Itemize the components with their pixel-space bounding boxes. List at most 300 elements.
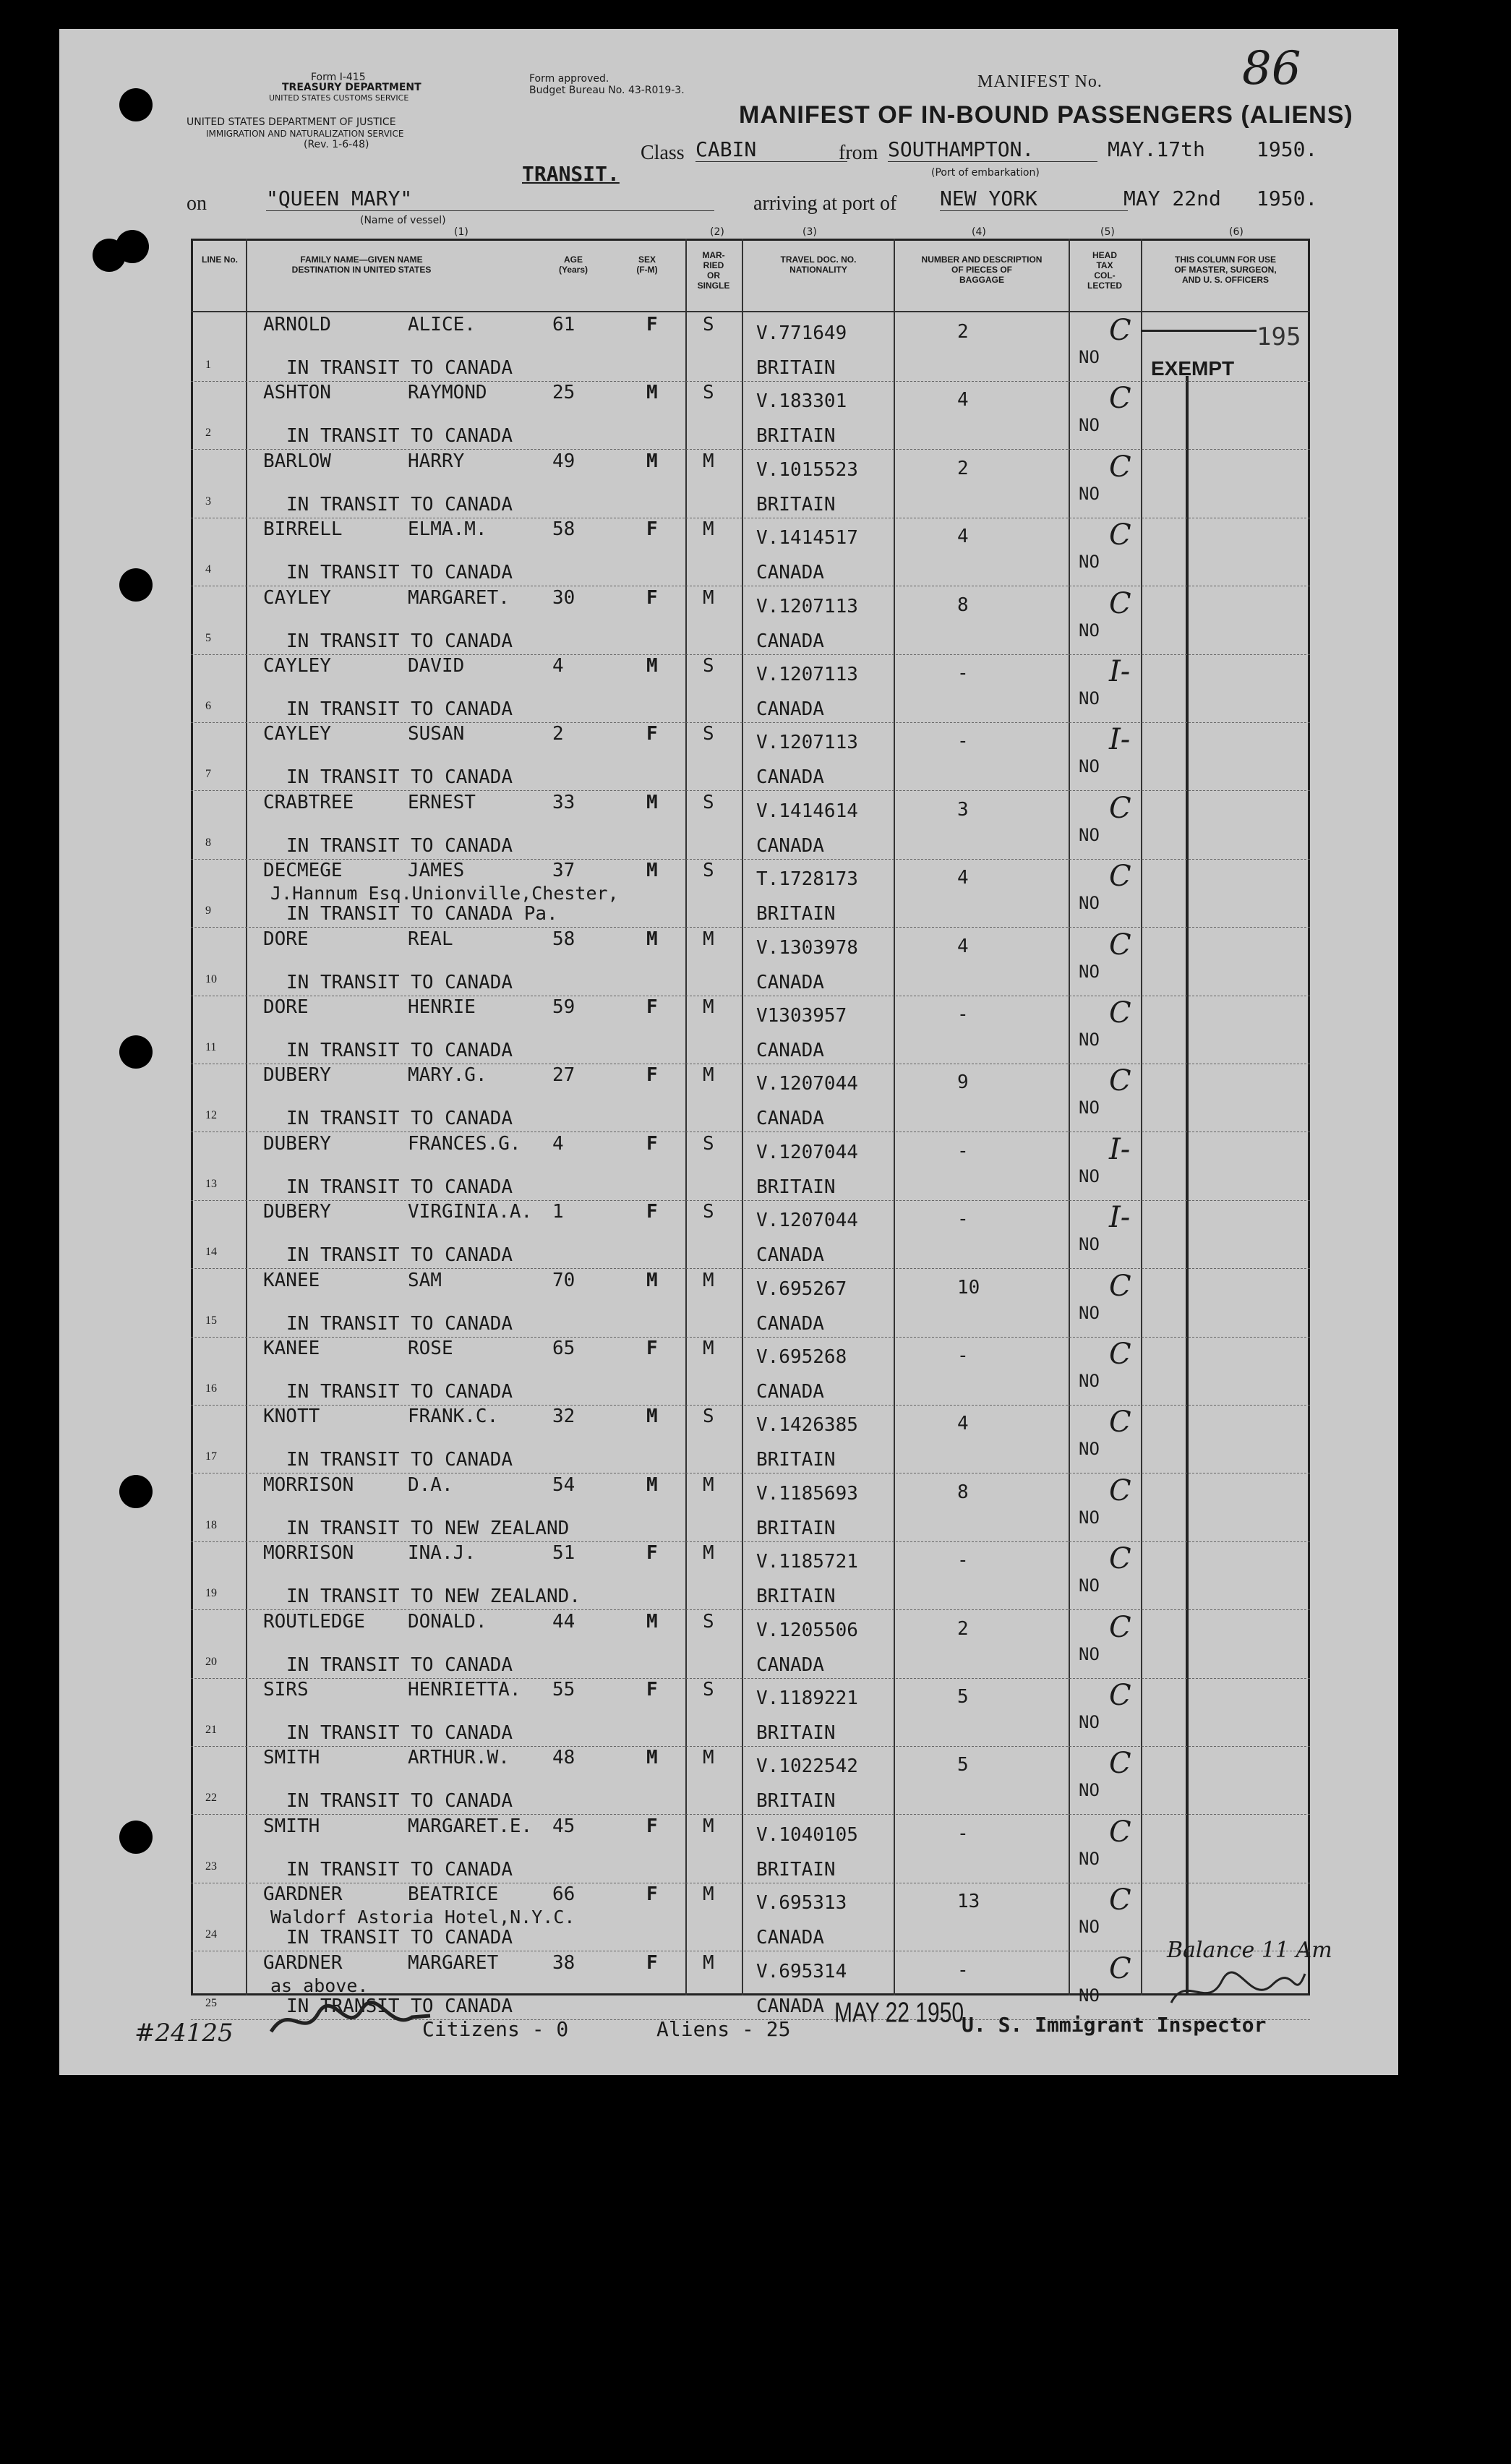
row-baggage: 9 <box>957 1071 969 1094</box>
row-travel-doc: V.1207044 <box>756 1210 858 1232</box>
row-age: 58 <box>552 518 575 541</box>
row-nationality: BRITAIN <box>756 1586 836 1608</box>
row-head-tax-mark: C <box>1109 1064 1131 1098</box>
row-destination: IN TRANSIT TO CANADA <box>286 1449 513 1471</box>
row-travel-doc: V.1426385 <box>756 1414 858 1437</box>
handwritten-number: #24125 <box>134 2019 234 2048</box>
row-line-number: 21 <box>205 1724 217 1736</box>
row-nationality: BRITAIN <box>756 1790 836 1813</box>
row-marital-status: S <box>703 1679 714 1701</box>
punch-hole <box>119 568 153 602</box>
row-age: 33 <box>552 791 575 813</box>
row-line-number: 11 <box>205 1041 217 1053</box>
row-destination: IN TRANSIT TO CANADA <box>286 1244 513 1267</box>
row-marital-status: M <box>703 1473 714 1496</box>
col-header-sex: SEX (F-M) <box>636 254 658 275</box>
row-line-number: 20 <box>205 1655 217 1668</box>
dept-justice: UNITED STATES DEPARTMENT OF JUSTICE <box>187 116 396 128</box>
row-marital-status: M <box>703 1815 714 1837</box>
row-head-tax-mark: C <box>1109 1747 1131 1781</box>
row-head-tax-no: NO <box>1079 961 1100 982</box>
row-sex: M <box>646 791 658 813</box>
row-sex: F <box>646 1883 658 1906</box>
row-given-name: HENRIETTA. <box>408 1679 521 1701</box>
table-row <box>191 518 1310 586</box>
row-age: 4 <box>552 1132 564 1155</box>
row-head-tax-no: NO <box>1079 1439 1100 1460</box>
row-age: 30 <box>552 586 575 609</box>
row-given-name: RAYMOND <box>408 382 487 404</box>
row-destination-address: J.Hannum Esq.Unionville,Chester, <box>270 883 619 904</box>
row-surname: DECMEGE <box>263 860 343 882</box>
row-baggage: - <box>957 1139 969 1162</box>
row-given-name: DONALD. <box>408 1610 487 1633</box>
row-line-number: 12 <box>205 1109 217 1122</box>
row-nationality: BRITAIN <box>756 1176 836 1198</box>
row-sex: F <box>646 1542 658 1565</box>
row-age: 25 <box>552 382 575 404</box>
row-head-tax-no: NO <box>1079 1030 1100 1050</box>
row-head-tax-mark: I- <box>1109 1201 1131 1235</box>
row-destination: IN TRANSIT TO NEW ZEALAND. <box>286 1586 581 1608</box>
row-head-tax-mark: C <box>1109 1815 1131 1849</box>
row-given-name: BEATRICE <box>408 1883 499 1906</box>
row-given-name: MARGARET. <box>408 586 510 609</box>
row-head-tax-no: NO <box>1079 1302 1100 1323</box>
row-nationality: CANADA <box>756 1995 824 2017</box>
row-given-name: MARGARET.E. <box>408 1815 533 1837</box>
row-destination: IN TRANSIT TO CANADA <box>286 1790 513 1813</box>
row-surname: CAYLEY <box>263 586 331 609</box>
row-sex: M <box>646 1610 658 1633</box>
row-marital-status: M <box>703 928 714 950</box>
row-sex: M <box>646 655 658 677</box>
class-label: Class <box>641 142 685 164</box>
row-surname: GARDNER <box>263 1883 343 1906</box>
row-head-tax-no: NO <box>1079 688 1100 709</box>
row-nationality: CANADA <box>756 1244 824 1267</box>
from-label: from <box>839 142 878 164</box>
row-head-tax-no: NO <box>1079 1575 1100 1596</box>
dept-treasury: TREASURY DEPARTMENT <box>282 82 421 93</box>
row-marital-status: S <box>703 1132 714 1155</box>
table-row <box>191 1747 1310 1815</box>
col-header-officers: THIS COLUMN FOR USE OF MASTER, SURGEON, AND U. S. OFFICERS <box>1174 254 1277 285</box>
row-marital-status: S <box>703 1201 714 1223</box>
row-line-number: 22 <box>205 1792 217 1805</box>
row-given-name: MARY.G. <box>408 1064 487 1087</box>
row-head-tax-mark: C <box>1109 1542 1131 1576</box>
row-destination: IN TRANSIT TO CANADA <box>286 493 513 516</box>
row-destination: IN TRANSIT TO CANADA <box>286 1040 513 1061</box>
row-line-number: 8 <box>205 836 211 849</box>
row-travel-doc: V.1414517 <box>756 527 858 549</box>
form-approved: Form approved. <box>529 73 609 85</box>
punch-hole <box>119 1475 153 1508</box>
citizens-count: Citizens - 0 <box>422 2017 569 2041</box>
row-baggage: 5 <box>957 1754 969 1776</box>
embark-date: MAY.17th <box>1108 137 1205 161</box>
punch-hole <box>116 230 149 263</box>
row-destination: IN TRANSIT TO CANADA <box>286 698 513 720</box>
row-line-number: 13 <box>205 1177 217 1190</box>
row-destination: IN TRANSIT TO CANADA <box>286 1381 513 1403</box>
table-row <box>191 1270 1310 1338</box>
row-head-tax-no: NO <box>1079 824 1100 845</box>
row-nationality: CANADA <box>756 1312 824 1335</box>
row-destination: IN TRANSIT TO CANADA <box>286 562 513 584</box>
table-row <box>191 1064 1310 1132</box>
row-baggage: 13 <box>957 1891 980 1913</box>
row-baggage: 5 <box>957 1686 969 1708</box>
row-given-name: VIRGINIA.A. <box>408 1201 533 1223</box>
row-surname: SIRS <box>263 1679 309 1701</box>
row-age: 51 <box>552 1542 575 1565</box>
row-surname: KNOTT <box>263 1406 320 1428</box>
row-head-tax-no: NO <box>1079 1371 1100 1391</box>
officer-count: 195 <box>1257 322 1301 351</box>
row-nationality: CANADA <box>756 766 824 789</box>
row-marital-status: M <box>703 1951 714 1974</box>
row-surname: GARDNER <box>263 1951 343 1974</box>
row-head-tax-mark: C <box>1109 996 1131 1030</box>
row-nationality: BRITAIN <box>756 1722 836 1744</box>
row-sex: F <box>646 1951 658 1974</box>
row-marital-status: S <box>703 791 714 813</box>
row-travel-doc: V.1015523 <box>756 458 858 481</box>
row-travel-doc: V.695313 <box>756 1892 847 1915</box>
row-head-tax-mark: C <box>1109 1473 1131 1507</box>
row-baggage: - <box>957 1004 969 1025</box>
row-given-name: REAL <box>408 928 453 950</box>
table-row <box>191 1201 1310 1269</box>
table-row <box>191 1679 1310 1747</box>
row-surname: CAYLEY <box>263 723 331 745</box>
row-given-name: HENRIE <box>408 996 476 1018</box>
row-marital-status: S <box>703 860 714 882</box>
embark-year: 1950. <box>1257 137 1318 161</box>
row-nationality: CANADA <box>756 1040 824 1061</box>
arrival-date: MAY 22nd <box>1123 187 1221 210</box>
row-head-tax-no: NO <box>1079 347 1100 367</box>
row-given-name: ALICE. <box>408 314 476 335</box>
aliens-count: Aliens - 25 <box>656 2017 791 2041</box>
arrival-year: 1950. <box>1257 187 1318 210</box>
row-baggage: - <box>957 1345 969 1366</box>
row-sex: F <box>646 1064 658 1087</box>
col-header-baggage: NUMBER AND DESCRIPTION OF PIECES OF BAGGAGE <box>921 254 1043 285</box>
transit-label: TRANSIT. <box>522 162 620 186</box>
embark-note: (Port of embarkation) <box>931 167 1040 179</box>
exempt-stamp: EXEMPT <box>1151 357 1235 380</box>
row-given-name: JAMES <box>408 860 465 882</box>
row-line-number: 3 <box>205 495 211 508</box>
row-surname: SMITH <box>263 1815 320 1837</box>
inspector-label: U. S. Immigrant Inspector <box>962 2013 1267 2037</box>
row-nationality: BRITAIN <box>756 357 836 379</box>
row-head-tax-mark: I- <box>1109 723 1131 757</box>
row-surname: DUBERY <box>263 1064 331 1087</box>
row-age: 55 <box>552 1679 575 1701</box>
row-travel-doc: V.695268 <box>756 1346 847 1368</box>
row-marital-status: S <box>703 1610 714 1633</box>
col-header-travel: TRAVEL DOC. NO. NATIONALITY <box>780 254 857 275</box>
row-surname: ROUTLEDGE <box>263 1610 365 1633</box>
row-line-number: 4 <box>205 563 211 576</box>
row-head-tax-no: NO <box>1079 1780 1100 1801</box>
manifest-label: MANIFEST No. <box>977 72 1103 91</box>
row-age: 70 <box>552 1269 575 1291</box>
inspector-initials <box>1164 1967 1309 2017</box>
row-marital-status: M <box>703 518 714 541</box>
row-destination: IN TRANSIT TO CANADA <box>286 1995 513 2017</box>
row-age: 4 <box>552 655 564 677</box>
row-nationality: BRITAIN <box>756 493 836 516</box>
punch-hole <box>119 1035 153 1069</box>
table-row <box>191 1542 1310 1610</box>
row-nationality: CANADA <box>756 1654 824 1676</box>
table-row <box>191 655 1310 723</box>
row-destination: IN TRANSIT TO CANADA <box>286 1176 513 1198</box>
row-destination: IN TRANSIT TO CANADA <box>286 971 513 993</box>
row-line-number: 23 <box>205 1860 217 1873</box>
row-surname: DORE <box>263 996 309 1018</box>
row-travel-doc: V.1040105 <box>756 1823 858 1846</box>
table-row <box>191 1338 1310 1406</box>
col-num-6: (6) <box>1229 226 1244 238</box>
row-surname: KANEE <box>263 1269 320 1291</box>
row-baggage: - <box>957 662 969 684</box>
row-baggage: - <box>957 1959 969 1981</box>
row-line-number: 25 <box>205 1996 217 2009</box>
row-sex: M <box>646 1747 658 1769</box>
arrival-port: NEW YORK <box>940 187 1128 211</box>
row-surname: DUBERY <box>263 1201 331 1223</box>
row-sex: M <box>646 382 658 404</box>
row-marital-status: M <box>703 1542 714 1565</box>
row-travel-doc: V.695314 <box>756 1960 847 1982</box>
row-travel-doc: V.1207044 <box>756 1141 858 1163</box>
dept-ins: IMMIGRATION AND NATURALIZATION SERVICE <box>206 129 404 139</box>
table-row <box>191 792 1310 860</box>
row-marital-status: S <box>703 655 714 677</box>
row-surname: SMITH <box>263 1747 320 1769</box>
from-value: SOUTHAMPTON. <box>888 137 1097 162</box>
row-age: 66 <box>552 1883 575 1906</box>
row-head-tax-no: NO <box>1079 1098 1100 1118</box>
row-nationality: CANADA <box>756 630 824 652</box>
row-head-tax-mark: C <box>1109 928 1131 962</box>
row-line-number: 5 <box>205 631 211 644</box>
row-line-number: 2 <box>205 427 211 440</box>
row-surname: KANEE <box>263 1338 320 1359</box>
col-num-5: (5) <box>1100 226 1115 238</box>
row-given-name: SUSAN <box>408 723 465 745</box>
balance-note: Balance 11 Am <box>1167 1938 1332 1963</box>
row-baggage: 8 <box>957 594 969 616</box>
row-age: 54 <box>552 1473 575 1496</box>
row-given-name: DAVID <box>408 655 465 677</box>
row-nationality: BRITAIN <box>756 1517 836 1539</box>
row-head-tax-mark: C <box>1109 1338 1131 1371</box>
row-marital-status: S <box>703 1406 714 1428</box>
row-travel-doc: V.1207113 <box>756 664 858 685</box>
row-head-tax-no: NO <box>1079 893 1100 914</box>
budget-bureau: Budget Bureau No. 43-R019-3. <box>529 85 685 96</box>
row-sex: M <box>646 1473 658 1496</box>
table-row <box>191 1406 1310 1473</box>
row-marital-status: M <box>703 450 714 472</box>
row-surname: CAYLEY <box>263 655 331 677</box>
row-travel-doc: V.183301 <box>756 390 847 413</box>
col-num-4: (4) <box>972 226 986 238</box>
row-line-number: 15 <box>205 1314 217 1327</box>
row-destination: IN TRANSIT TO CANADA <box>286 357 513 379</box>
row-age: 38 <box>552 1951 575 1974</box>
table-row <box>191 996 1310 1064</box>
arriving-label: arriving at port of <box>753 192 897 215</box>
row-head-tax-mark: C <box>1109 1951 1131 1985</box>
row-travel-doc: V.1303978 <box>756 936 858 959</box>
row-surname: ASHTON <box>263 382 331 404</box>
row-surname: MORRISON <box>263 1473 354 1496</box>
row-head-tax-no: NO <box>1079 1985 1100 2006</box>
row-marital-status: M <box>703 996 714 1018</box>
row-marital-status: M <box>703 1269 714 1291</box>
row-destination: IN TRANSIT TO NEW ZEALAND <box>286 1517 570 1539</box>
row-destination: IN TRANSIT TO CANADA <box>286 1858 513 1881</box>
row-head-tax-no: NO <box>1079 1507 1100 1528</box>
col-header-age: AGE (Years) <box>558 254 588 275</box>
col-num-3: (3) <box>802 226 817 238</box>
row-baggage: 8 <box>957 1481 969 1503</box>
row-given-name: SAM <box>408 1269 442 1291</box>
dept-customs: UNITED STATES CUSTOMS SERVICE <box>269 93 409 103</box>
row-age: 58 <box>552 928 575 950</box>
row-line-number: 19 <box>205 1587 217 1600</box>
table-row <box>191 928 1310 996</box>
row-age: 1 <box>552 1201 564 1223</box>
table-row <box>191 587 1310 655</box>
date-stamp: MAY 22 1950 <box>834 1997 964 2029</box>
col-num-1: (1) <box>454 226 468 238</box>
row-baggage: - <box>957 730 969 753</box>
row-travel-doc: T.1728173 <box>756 868 858 891</box>
row-travel-doc: V.1207044 <box>756 1073 858 1095</box>
row-age: 65 <box>552 1338 575 1359</box>
row-head-tax-no: NO <box>1079 552 1100 573</box>
row-head-tax-no: NO <box>1079 756 1100 777</box>
row-line-number: 16 <box>205 1382 217 1395</box>
inspector-signature <box>267 1995 434 2046</box>
row-head-tax-mark: C <box>1109 518 1131 552</box>
row-marital-status: M <box>703 586 714 609</box>
row-head-tax-mark: C <box>1109 791 1131 825</box>
row-destination-address: Waldorf Astoria Hotel,N.Y.C. <box>270 1907 575 1928</box>
col-header-name: FAMILY NAME—GIVEN NAME DESTINATION IN UNITED STATES <box>291 254 432 275</box>
row-age: 48 <box>552 1747 575 1769</box>
row-head-tax-mark: C <box>1109 1883 1131 1917</box>
row-destination: IN TRANSIT TO CANADA <box>286 630 513 652</box>
row-travel-doc: V.1022542 <box>756 1755 858 1778</box>
row-given-name: ELMA.M. <box>408 518 487 541</box>
row-nationality: CANADA <box>756 698 824 720</box>
row-travel-doc: V.1207113 <box>756 732 858 754</box>
row-head-tax-mark: I- <box>1109 1132 1131 1166</box>
row-sex: M <box>646 1269 658 1291</box>
row-head-tax-mark: C <box>1109 1679 1131 1712</box>
row-given-name: ARTHUR.W. <box>408 1747 510 1769</box>
row-sex: F <box>646 518 658 541</box>
row-baggage: 4 <box>957 389 969 411</box>
row-marital-status: S <box>703 382 714 404</box>
row-surname: BIRRELL <box>263 518 343 541</box>
row-head-tax-mark: C <box>1109 314 1131 347</box>
row-line-number: 6 <box>205 700 211 712</box>
row-given-name: FRANK.C. <box>408 1406 499 1428</box>
row-travel-doc: V1303957 <box>756 1005 847 1027</box>
row-head-tax-no: NO <box>1079 620 1100 641</box>
row-destination-address: as above. <box>270 1975 369 1996</box>
row-line-number: 1 <box>205 359 211 371</box>
row-marital-status: S <box>703 723 714 745</box>
row-baggage: 3 <box>957 798 969 821</box>
row-destination: IN TRANSIT TO CANADA <box>286 1722 513 1744</box>
row-age: 2 <box>552 723 564 745</box>
row-marital-status: M <box>703 1747 714 1769</box>
row-head-tax-no: NO <box>1079 483 1100 504</box>
col-header-married: MAR- RIED OR SINGLE <box>697 250 730 291</box>
row-head-tax-mark: C <box>1109 1406 1131 1440</box>
punch-hole <box>119 88 153 121</box>
row-sex: F <box>646 1815 658 1837</box>
row-travel-doc: V.1185721 <box>756 1551 858 1573</box>
vessel-note: (Name of vessel) <box>360 215 446 226</box>
row-baggage: 2 <box>957 457 969 479</box>
row-sex: M <box>646 450 658 472</box>
table-row <box>191 1611 1310 1679</box>
table-row <box>191 314 1310 382</box>
row-given-name: ERNEST <box>408 791 476 813</box>
row-line-number: 17 <box>205 1450 217 1463</box>
row-destination: IN TRANSIT TO CANADA <box>286 1108 513 1130</box>
row-baggage: - <box>957 1208 969 1231</box>
row-given-name: FRANCES.G. <box>408 1132 521 1155</box>
header-separator <box>191 311 1310 312</box>
table-row <box>191 382 1310 450</box>
row-sex: F <box>646 586 658 609</box>
row-sex: F <box>646 1201 658 1223</box>
on-label: on <box>187 192 207 215</box>
row-destination: IN TRANSIT TO CANADA Pa. <box>286 903 558 925</box>
row-line-number: 7 <box>205 768 211 781</box>
row-nationality: CANADA <box>756 1108 824 1130</box>
row-surname: DUBERY <box>263 1132 331 1155</box>
row-nationality: BRITAIN <box>756 1858 836 1881</box>
row-surname: MORRISON <box>263 1542 354 1565</box>
row-head-tax-no: NO <box>1079 1848 1100 1869</box>
row-sex: F <box>646 1679 658 1701</box>
row-head-tax-mark: C <box>1109 860 1131 894</box>
row-sex: F <box>646 1132 658 1155</box>
row-sex: F <box>646 1338 658 1359</box>
row-sex: F <box>646 723 658 745</box>
row-sex: M <box>646 860 658 882</box>
row-marital-status: M <box>703 1883 714 1906</box>
row-head-tax-no: NO <box>1079 1234 1100 1255</box>
table-row <box>191 450 1310 518</box>
row-head-tax-no: NO <box>1079 1643 1100 1664</box>
